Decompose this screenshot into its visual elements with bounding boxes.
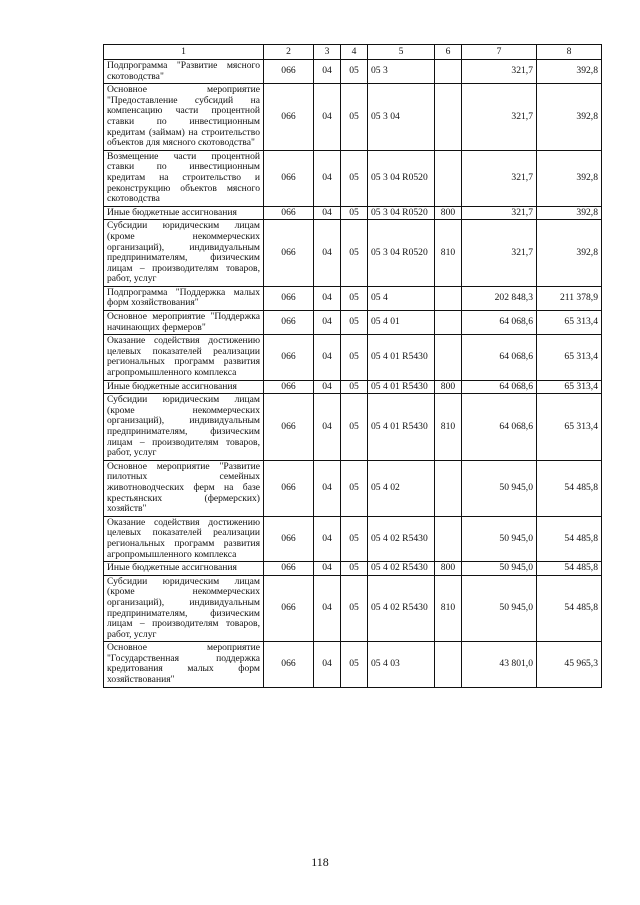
section-code-cell: 04 xyxy=(314,220,341,287)
amount-year2-cell: 54 485,8 xyxy=(537,562,602,576)
ministry-code-cell: 066 xyxy=(264,380,314,394)
amount-year1-cell: 64 068,6 xyxy=(462,335,537,380)
ministry-code-cell: 066 xyxy=(264,60,314,84)
amount-year1-cell: 321,7 xyxy=(462,150,537,206)
row-name-cell: Субсидии юридическим лицам (кроме некоммерческих организаций), индивидуальным предпринимателям, физическим лицам – производителям товаров, работ, услуг xyxy=(104,220,264,287)
expense-type-cell xyxy=(435,516,462,561)
amount-year2-cell: 54 485,8 xyxy=(537,460,602,516)
section-code-cell: 04 xyxy=(314,60,341,84)
expense-type-cell xyxy=(435,311,462,335)
header-col-2: 2 xyxy=(264,45,314,60)
amount-year1-cell: 321,7 xyxy=(462,60,537,84)
table-row xyxy=(104,394,602,461)
expense-type-cell: 800 xyxy=(435,380,462,394)
table-row xyxy=(104,642,602,687)
amount-year2-cell: 65 313,4 xyxy=(537,311,602,335)
expense-type-cell: 810 xyxy=(435,220,462,287)
row-name-cell: Подпрограмма "Развитие мясного скотоводства" xyxy=(104,60,264,84)
target-article-cell: 05 4 02 xyxy=(368,460,435,516)
expense-type-cell xyxy=(435,286,462,310)
section-code-cell: 04 xyxy=(314,394,341,461)
budget-table xyxy=(103,44,602,688)
subsection-code-cell: 05 xyxy=(341,220,368,287)
ministry-code-cell: 066 xyxy=(264,311,314,335)
ministry-code-cell: 066 xyxy=(264,335,314,380)
subsection-code-cell: 05 xyxy=(341,335,368,380)
expense-type-cell xyxy=(435,460,462,516)
ministry-code-cell: 066 xyxy=(264,84,314,151)
subsection-code-cell: 05 xyxy=(341,394,368,461)
amount-year2-cell: 392,8 xyxy=(537,60,602,84)
target-article-cell: 05 4 02 R5430 xyxy=(368,562,435,576)
expense-type-cell: 810 xyxy=(435,575,462,642)
amount-year1-cell: 50 945,0 xyxy=(462,460,537,516)
section-code-cell: 04 xyxy=(314,206,341,220)
table-row xyxy=(104,311,602,335)
header-col-8: 8 xyxy=(537,45,602,60)
table-row xyxy=(104,335,602,380)
amount-year1-cell: 321,7 xyxy=(462,206,537,220)
section-code-cell: 04 xyxy=(314,286,341,310)
target-article-cell: 05 4 02 R5430 xyxy=(368,575,435,642)
amount-year2-cell: 54 485,8 xyxy=(537,516,602,561)
amount-year2-cell: 65 313,4 xyxy=(537,380,602,394)
target-article-cell: 05 4 03 xyxy=(368,642,435,687)
expense-type-cell xyxy=(435,335,462,380)
row-name-cell: Оказание содействия достижению целевых показателей реализации региональных программ развития агропромышленного комплекса xyxy=(104,335,264,380)
ministry-code-cell: 066 xyxy=(264,220,314,287)
expense-type-cell xyxy=(435,60,462,84)
target-article-cell: 05 4 xyxy=(368,286,435,310)
section-code-cell: 04 xyxy=(314,311,341,335)
section-code-cell: 04 xyxy=(314,516,341,561)
ministry-code-cell: 066 xyxy=(264,460,314,516)
section-code-cell: 04 xyxy=(314,335,341,380)
amount-year2-cell: 392,8 xyxy=(537,84,602,151)
table-row xyxy=(104,84,602,151)
subsection-code-cell: 05 xyxy=(341,460,368,516)
target-article-cell: 05 4 01 xyxy=(368,311,435,335)
row-name-cell: Основное мероприятие "Государственная поддержка кредитования малых форм хозяйствования" xyxy=(104,642,264,687)
section-code-cell: 04 xyxy=(314,642,341,687)
amount-year1-cell: 321,7 xyxy=(462,84,537,151)
amount-year1-cell: 50 945,0 xyxy=(462,575,537,642)
subsection-code-cell: 05 xyxy=(341,380,368,394)
subsection-code-cell: 05 xyxy=(341,206,368,220)
amount-year1-cell: 64 068,6 xyxy=(462,311,537,335)
subsection-code-cell: 05 xyxy=(341,562,368,576)
table-row xyxy=(104,206,602,220)
subsection-code-cell: 05 xyxy=(341,575,368,642)
amount-year2-cell: 45 965,3 xyxy=(537,642,602,687)
header-col-3: 3 xyxy=(314,45,341,60)
amount-year1-cell: 202 848,3 xyxy=(462,286,537,310)
row-name-cell: Возмещение части процентной ставки по инвестиционным кредитам на строительство и реконструкцию объектов мясного скотоводства xyxy=(104,150,264,206)
amount-year2-cell: 65 313,4 xyxy=(537,335,602,380)
expense-type-cell: 800 xyxy=(435,562,462,576)
subsection-code-cell: 05 xyxy=(341,60,368,84)
ministry-code-cell: 066 xyxy=(264,575,314,642)
expense-type-cell: 810 xyxy=(435,394,462,461)
header-col-7: 7 xyxy=(462,45,537,60)
subsection-code-cell: 05 xyxy=(341,642,368,687)
amount-year1-cell: 50 945,0 xyxy=(462,516,537,561)
amount-year1-cell: 64 068,6 xyxy=(462,380,537,394)
table-row xyxy=(104,286,602,310)
row-name-cell: Субсидии юридическим лицам (кроме некоммерческих организаций), индивидуальным предпринимателям, физическим лицам – производителям товаров, работ, услуг xyxy=(104,394,264,461)
subsection-code-cell: 05 xyxy=(341,84,368,151)
expense-type-cell xyxy=(435,642,462,687)
amount-year1-cell: 43 801,0 xyxy=(462,642,537,687)
header-col-6: 6 xyxy=(435,45,462,60)
table-row xyxy=(104,150,602,206)
subsection-code-cell: 05 xyxy=(341,311,368,335)
row-name-cell: Основное мероприятие "Развитие пилотных семейных животноводческих ферм на базе крестьянских (фермерских) хозяйств" xyxy=(104,460,264,516)
row-name-cell: Подпрограмма "Поддержка малых форм хозяйствования" xyxy=(104,286,264,310)
expense-type-cell: 800 xyxy=(435,206,462,220)
header-col-5: 5 xyxy=(368,45,435,60)
row-name-cell: Оказание содействия достижению целевых показателей реализации региональных программ развития агропромышленного комплекса xyxy=(104,516,264,561)
target-article-cell: 05 4 01 R5430 xyxy=(368,335,435,380)
row-name-cell: Основное мероприятие "Поддержка начинающих фермеров" xyxy=(104,311,264,335)
target-article-cell: 05 4 01 R5430 xyxy=(368,380,435,394)
table-row xyxy=(104,220,602,287)
ministry-code-cell: 066 xyxy=(264,642,314,687)
table-row xyxy=(104,575,602,642)
expense-type-cell xyxy=(435,84,462,151)
table-row xyxy=(104,380,602,394)
target-article-cell: 05 3 04 R0520 xyxy=(368,220,435,287)
section-code-cell: 04 xyxy=(314,460,341,516)
page-number: 118 xyxy=(311,855,329,869)
amount-year1-cell: 64 068,6 xyxy=(462,394,537,461)
row-name-cell: Иные бюджетные ассигнования xyxy=(104,380,264,394)
ministry-code-cell: 066 xyxy=(264,150,314,206)
table-row xyxy=(104,460,602,516)
subsection-code-cell: 05 xyxy=(341,150,368,206)
row-name-cell: Основное мероприятие "Предоставление субсидий на компенсацию части процентной ставки по инвестиционным кредитам (займам) на строительство объектов для мясного скотоводства" xyxy=(104,84,264,151)
amount-year1-cell: 50 945,0 xyxy=(462,562,537,576)
ministry-code-cell: 066 xyxy=(264,562,314,576)
section-code-cell: 04 xyxy=(314,575,341,642)
table-row xyxy=(104,60,602,84)
amount-year2-cell: 211 378,9 xyxy=(537,286,602,310)
target-article-cell: 05 3 04 R0520 xyxy=(368,150,435,206)
table-row xyxy=(104,516,602,561)
subsection-code-cell: 05 xyxy=(341,286,368,310)
ministry-code-cell: 066 xyxy=(264,516,314,561)
target-article-cell: 05 4 01 R5430 xyxy=(368,394,435,461)
target-article-cell: 05 4 02 R5430 xyxy=(368,516,435,561)
amount-year2-cell: 65 313,4 xyxy=(537,394,602,461)
section-code-cell: 04 xyxy=(314,562,341,576)
amount-year2-cell: 392,8 xyxy=(537,206,602,220)
ministry-code-cell: 066 xyxy=(264,286,314,310)
section-code-cell: 04 xyxy=(314,84,341,151)
amount-year2-cell: 392,8 xyxy=(537,220,602,287)
amount-year2-cell: 54 485,8 xyxy=(537,575,602,642)
row-name-cell: Иные бюджетные ассигнования xyxy=(104,206,264,220)
target-article-cell: 05 3 xyxy=(368,60,435,84)
ministry-code-cell: 066 xyxy=(264,394,314,461)
section-code-cell: 04 xyxy=(314,380,341,394)
row-name-cell: Иные бюджетные ассигнования xyxy=(104,562,264,576)
target-article-cell: 05 3 04 xyxy=(368,84,435,151)
expense-type-cell xyxy=(435,150,462,206)
row-name-cell: Субсидии юридическим лицам (кроме некоммерческих организаций), индивидуальным предпринимателям, физическим лицам – производителям товаров, работ, услуг xyxy=(104,575,264,642)
ministry-code-cell: 066 xyxy=(264,206,314,220)
table-header-row xyxy=(104,45,602,60)
amount-year1-cell: 321,7 xyxy=(462,220,537,287)
table-row xyxy=(104,562,602,576)
header-col-4: 4 xyxy=(341,45,368,60)
header-col-1: 1 xyxy=(104,45,264,60)
section-code-cell: 04 xyxy=(314,150,341,206)
subsection-code-cell: 05 xyxy=(341,516,368,561)
amount-year2-cell: 392,8 xyxy=(537,150,602,206)
target-article-cell: 05 3 04 R0520 xyxy=(368,206,435,220)
